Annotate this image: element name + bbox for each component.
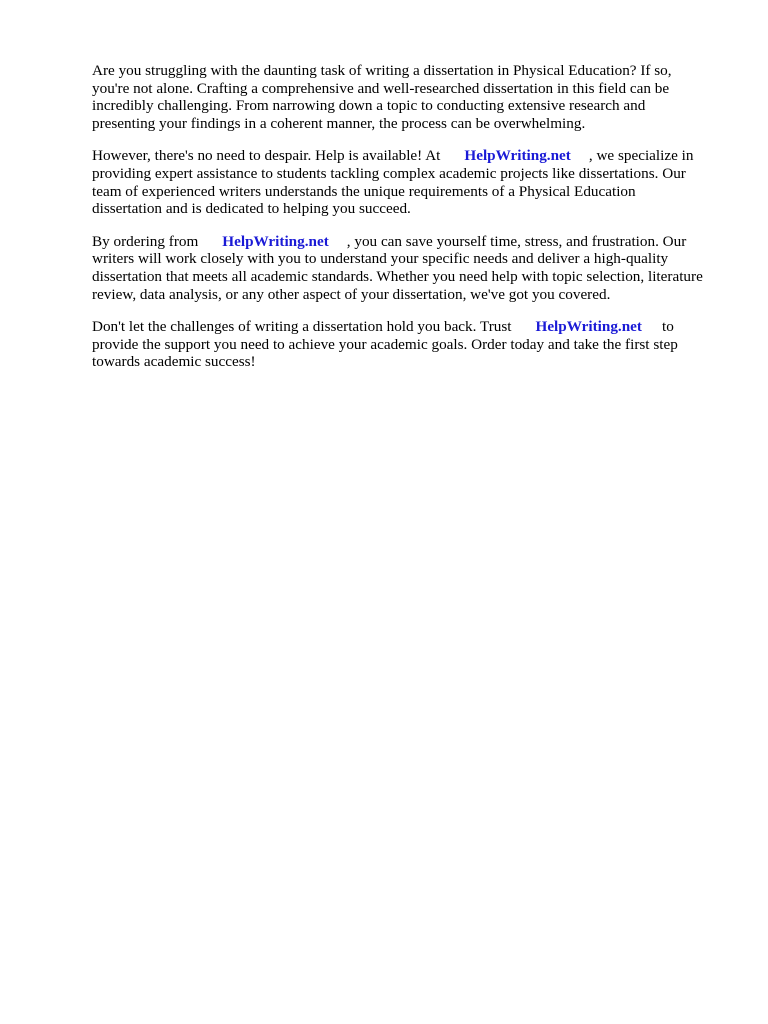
- text-segment: , we specialize in: [588, 147, 694, 165]
- text-line: you're not alone. Crafting a comprehensive and well-researched dissertation in this field can be: [92, 79, 670, 97]
- text-line: team of experienced writers understands the unique requirements of a Physical Education: [92, 182, 636, 200]
- text-segment: to: [661, 318, 674, 336]
- paragraph-help: [92, 147, 722, 217]
- text-line: towards academic success!: [92, 353, 256, 371]
- text-segment: However, there's no need to despair. Help is available! At: [92, 147, 441, 165]
- helpwriting-link-3[interactable]: HelpWriting.net: [535, 318, 642, 336]
- text-segment: Don't let the challenges of writing a dissertation hold you back. Trust: [92, 318, 512, 336]
- text-line: [92, 233, 722, 251]
- paragraph-intro: [92, 62, 722, 132]
- text-segment: By ordering from: [92, 232, 199, 250]
- paragraph-closing: [92, 318, 722, 371]
- helpwriting-link-2[interactable]: HelpWriting.net: [222, 232, 329, 250]
- text-line: providing expert assistance to students tackling complex academic projects like dissertations. Our: [92, 164, 686, 182]
- text-line: dissertation that meets all academic standards. Whether you need help with topic selection, literature: [92, 267, 703, 285]
- text-line: incredibly challenging. From narrowing down a topic to conducting extensive research and: [92, 97, 646, 115]
- text-line: dissertation and is dedicated to helping you succeed.: [92, 200, 411, 218]
- text-line: Are you struggling with the daunting task of writing a dissertation in Physical Education? If so,: [92, 62, 672, 79]
- text-segment: , you can save yourself time, stress, and frustration. Our: [346, 232, 687, 250]
- text-line: writers will work closely with you to understand your specific needs and deliver a high-quality: [92, 250, 669, 268]
- helpwriting-link-1[interactable]: HelpWriting.net: [464, 147, 571, 165]
- text-line: [92, 318, 722, 336]
- document-page: [92, 62, 722, 386]
- paragraph-ordering: [92, 233, 722, 303]
- text-line: presenting your findings in a coherent manner, the process can be overwhelming.: [92, 114, 586, 132]
- text-line: [92, 147, 722, 165]
- text-line: review, data analysis, or any other aspect of your dissertation, we've got you covered.: [92, 285, 611, 303]
- text-line: provide the support you need to achieve your academic goals. Order today and take the first step: [92, 335, 678, 353]
